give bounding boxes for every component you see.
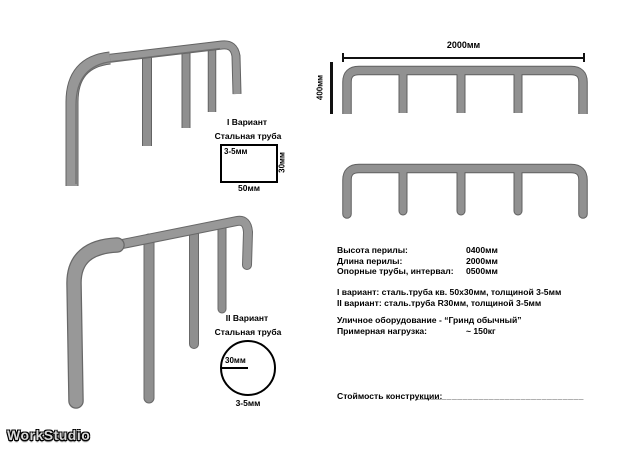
height-dimension-label: 400мм	[315, 74, 325, 101]
spec-label: Опорные трубы, интервал:	[337, 266, 454, 276]
spec-value: 0400мм	[466, 245, 498, 255]
spec-row-length	[337, 256, 637, 267]
spec-value: 2000мм	[466, 255, 498, 266]
spec-row-load	[337, 326, 637, 337]
variant1-title: I Вариант	[226, 117, 268, 127]
variant2-title: II Вариант	[225, 313, 269, 323]
spec-value: ~ 150кг	[466, 325, 496, 336]
spec-variant1-line: I вариант: сталь.труба кв. 50х30мм, толщиной 3-5мм	[337, 287, 562, 297]
variant2-subtitle: Стальная труба	[214, 327, 282, 337]
round-tube-radius-label: 30мм	[225, 356, 246, 365]
spec-value: 0500мм	[466, 266, 498, 276]
spec-row-interval	[337, 266, 637, 277]
round-tube-thickness-label: 3-5мм	[235, 398, 261, 408]
length-dimension-label: 2000мм	[446, 40, 481, 50]
square-tube-thickness-label: 3-5мм	[224, 147, 248, 156]
square-tube-width-label: 50мм	[237, 183, 261, 193]
spec-label: Длина перилы:	[337, 255, 403, 266]
spec-label: Примерная нагрузка:	[337, 325, 428, 336]
variant1-subtitle: Стальная труба	[214, 131, 282, 141]
spec-variant2-line: II вариант: сталь.труба R30мм, толщиной 3-5мм	[337, 297, 542, 308]
spec-equipment-line: Уличное оборудование - “Гринд обычный”	[337, 315, 522, 325]
spec-row-cost	[337, 391, 637, 402]
spec-label: Высота перилы:	[337, 245, 408, 255]
square-tube-height-label: 30мм	[277, 152, 287, 173]
cost-blank-line: ________________________________	[415, 391, 584, 401]
spec-row-height	[337, 245, 637, 256]
handrail-side-square-view	[333, 58, 588, 120]
radius-line	[222, 367, 248, 369]
handrail-side-round-view	[333, 156, 588, 220]
cost-label: Стоймость конструкции:	[337, 391, 443, 401]
watermark: WorkStudio	[7, 427, 91, 443]
